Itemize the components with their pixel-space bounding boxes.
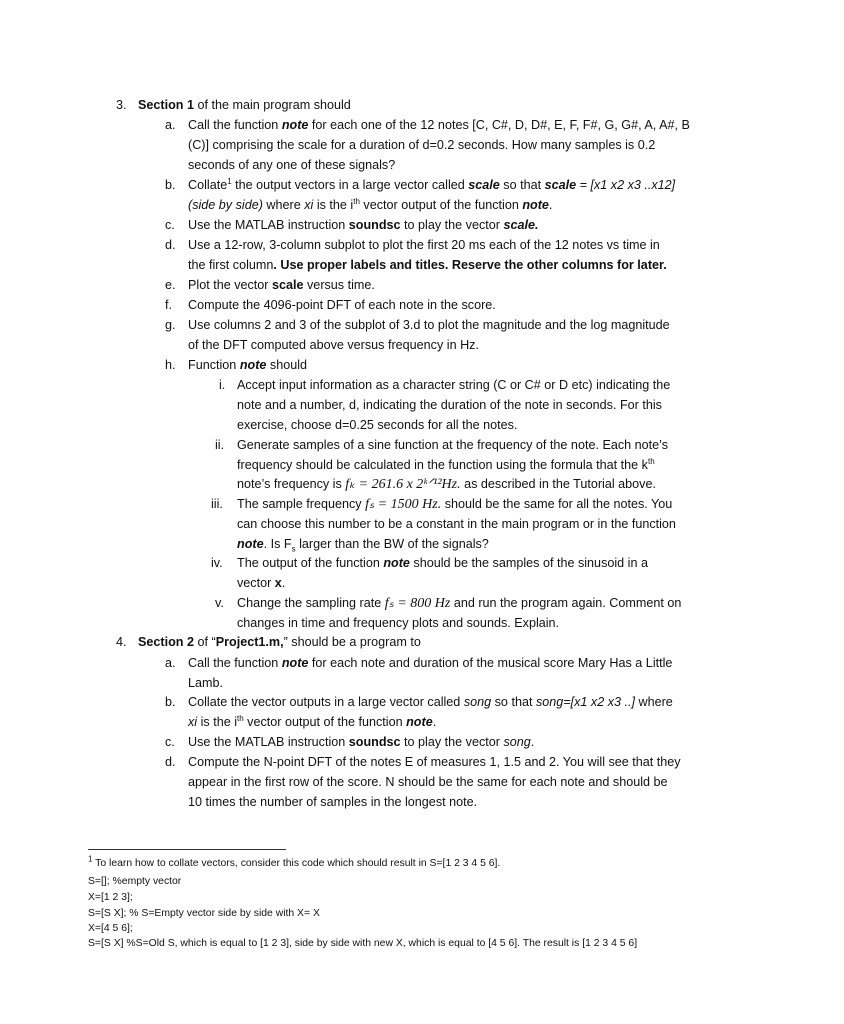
subitem-iii-line2: can choose this number to be a constant in the main program or in the function [237,517,676,531]
item-3b-label: b. [165,178,176,192]
item-3a-label: a. [165,118,176,132]
subitem-ii-label: ii. [215,438,225,452]
item-4c-text: Use the MATLAB instruction soundsc to play the vector song. [188,735,535,749]
item-4a-line2: Lamb. [188,676,224,690]
section1-intro: Section 1 of the main program should [138,98,351,112]
footnote-code-line5: X=[4 5 6]; [88,923,133,934]
item-4b-label: b. [165,695,176,709]
section2-heading: 4. [116,635,127,649]
item-3g-label: g. [165,318,176,332]
item-4a-line1: Call the function note for each note and duration of the musical score Mary Has a Little [188,656,673,670]
item-3f-label: f. [165,298,172,312]
item-3b-line2: (side by side) where xi is the $i^{th}$ vector output of the function note. [188,196,553,212]
footnote-code-line6: S=[S X] %S=Old S, which is equal to [1 2 3], side by side with new X, which is equal to [4 5 6]. The result is [1 2 3 4 5 6] [88,938,638,949]
item-3a-line2: (C)] comprising the scale for a duration of d=0.2 seconds. How many samples is 0.2 [188,138,656,152]
item-4d-line1: Compute the N-point DFT of the notes E of measures 1, 1.5 and 2. You will see that they [188,755,681,769]
subitem-v-label: v. [215,596,224,610]
subitem-i-line2: note and a number, d, indicating the duration of the note in seconds. For this [237,398,662,412]
subitem-iii-label: iii. [211,497,223,511]
item-4d-label: d. [165,755,176,769]
frequency-formula: fₖ = 261.6 x 2ᵏᐟ¹²Hz. [345,477,461,492]
subitem-ii-line3: note’s frequency is fₖ = 261.6 x 2ᵏᐟ¹²Hz. as described in the Tutorial above. [237,477,656,492]
item-3h-text: Function note should [188,358,308,372]
section2-intro: Section 2 of “Project1.m,” should be a program to [138,635,421,649]
footnote-separator [88,849,286,850]
new-sample-rate-formula: fₛ = 800 Hz [384,596,451,611]
item-3b-line1: Collate$^1$ the output vectors in a large vector called scale so that scale = [x1 x2 x3 ..x12] [188,176,676,192]
subitem-iv-line2: vector x. [237,576,286,590]
subitem-i-label: i. [219,378,226,392]
subitem-v-line1: Change the sampling rate fₛ = 800 Hz and run the program again. Comment on [237,596,682,611]
item-4c-label: c. [165,735,175,749]
item-4b-line1: Collate the vector outputs in a large vector called song so that song=[x1 x2 x3 ..] where [188,695,673,709]
footnote-code-line2: S=[]; %empty vector [88,876,182,887]
subitem-ii-line1: Generate samples of a sine function at the frequency of the note. Each note’s [237,438,669,452]
sample-frequency-formula: fₛ = 1500 Hz. [365,497,442,512]
item-3d-label: d. [165,238,176,252]
item-3e-label: e. [165,278,176,292]
footnote-code-line4: S=[S X]; % S=Empty vector side by side with X= X [88,908,320,919]
item-4b-line2: xi is the $i^{th}$ vector output of the function note. [188,713,437,729]
footnote-line1: $^1$ To learn how to collate vectors, consider this code which should result in S=[1 2 3 4 5 6]. [88,854,501,869]
item-4d-line3: 10 times the number of samples in the longest note. [188,795,478,809]
item-3f-text: Compute the 4096-point DFT of each note in the score. [188,298,496,312]
item-3a-line3: seconds of any one of these signals? [188,158,396,172]
subitem-iii-line1: The sample frequency fₛ = 1500 Hz. should be the same for all the notes. You [237,497,673,512]
item-4d-line2: appear in the first row of the score. N should be the same for each note and should be [188,775,668,789]
item-3d-line2: the first column. Use proper labels and titles. Reserve the other columns for later. [188,258,667,272]
subitem-iv-label: iv. [211,556,223,570]
subitem-iii-line3: note. Is $F_s$ larger than the BW of the signals? [237,537,489,554]
item-3c-text: Use the MATLAB instruction soundsc to play the vector scale. [188,218,539,232]
subitem-v-line2: changes in time and frequency plots and sounds. Explain. [237,616,560,630]
subitem-i-line3: exercise, choose d=0.25 seconds for all the notes. [237,418,518,432]
item-3e-text: Plot the vector scale versus time. [188,278,375,292]
item-3a-line1: Call the function note for each one of the 12 notes [C, C#, D, D#, E, F, F#, G, G#, A, A#, B [188,118,690,132]
item-3g-line2: of the DFT computed above versus frequency in Hz. [188,338,479,352]
subitem-iv-line1: The output of the function note should be the samples of the sinusoid in a [237,556,648,570]
footnote-code-line3: X=[1 2 3]; [88,892,133,903]
subitem-i-line1: Accept input information as a character string (C or C# or D etc) indicating the [237,378,671,392]
item-3h-label: h. [165,358,176,372]
item-3d-line1: Use a 12-row, 3-column subplot to plot the first 20 ms each of the 12 notes vs time in [188,238,660,252]
subitem-ii-line2: frequency should be calculated in the function using the formula that the $k^{th}$ [237,456,655,472]
item-3c-label: c. [165,218,175,232]
item-4a-label: a. [165,656,176,670]
item-3g-line1: Use columns 2 and 3 of the subplot of 3.d to plot the magnitude and the log magnitude [188,318,670,332]
section1-heading: 3. [116,98,127,112]
